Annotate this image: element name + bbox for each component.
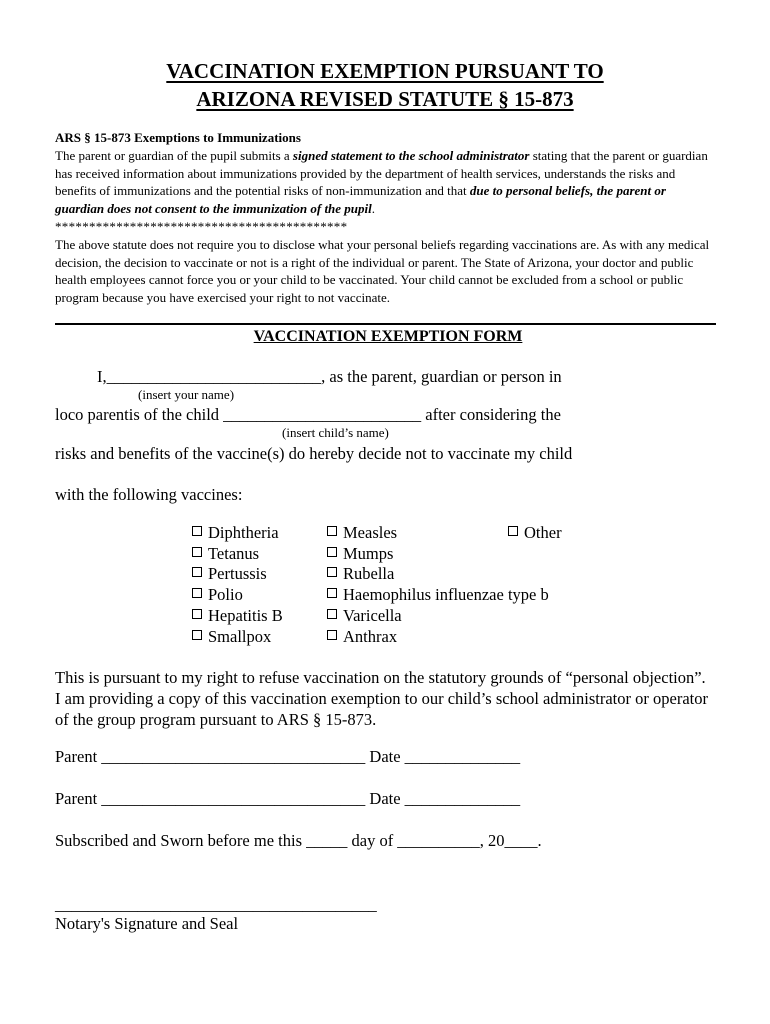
checkbox-icon[interactable] [327, 567, 337, 577]
vaccine-option-diphtheria[interactable]: Diphtheria [192, 523, 283, 544]
vaccine-option-pertussis[interactable]: Pertussis [192, 564, 283, 585]
statute-text [55, 147, 715, 217]
page-title-line1: VACCINATION EXEMPTION PURSUANT TO [166, 59, 604, 83]
checkbox-icon[interactable] [327, 609, 337, 619]
form-line-vaccines: with the following vaccines: [55, 485, 243, 504]
form-line-risks: risks and benefits of the vaccine(s) do hereby decide not to vaccinate my child [55, 444, 573, 463]
hint-insert-name: (insert your name) [138, 387, 235, 402]
checkbox-icon[interactable] [192, 588, 202, 598]
stars-separator: ******************************************* [55, 219, 348, 234]
checkbox-icon[interactable] [192, 609, 202, 619]
checkbox-icon[interactable] [192, 630, 202, 640]
vaccine-option-varicella[interactable]: Varicella [327, 606, 549, 627]
checkbox-icon[interactable] [192, 567, 202, 577]
vaccine-option-anthrax[interactable]: Anthrax [327, 627, 549, 648]
checkbox-icon[interactable] [192, 547, 202, 557]
statute-text-a: The parent or guardian of the pupil submits a [55, 148, 293, 163]
checkbox-icon[interactable] [327, 547, 337, 557]
checkbox-icon[interactable] [327, 630, 337, 640]
section-divider [55, 323, 716, 325]
statute-bold-a: signed statement to the school administrator [292, 148, 530, 163]
vaccine-option-hepatitis-b[interactable]: Hepatitis B [192, 606, 283, 627]
vaccine-option-haemophilus[interactable]: Haemophilus influenzae type b [327, 585, 549, 606]
closing-paragraph: This is pursuant to my right to refuse vaccination on the statutory grounds of “personal objection”. I am providing a copy of this vaccination exemption to our child’s school administrator or operator of the group program pursuant to ARS § 15-873. [55, 668, 708, 729]
parent-signature-line-2[interactable]: Parent ________________________________ Date ______________ [55, 789, 521, 808]
notary-signature-line[interactable]: _______________________________________ [55, 895, 377, 914]
vaccine-option-rubella[interactable]: Rubella [327, 564, 549, 585]
vaccine-option-smallpox[interactable]: Smallpox [192, 627, 283, 648]
vaccine-option-polio[interactable]: Polio [192, 585, 283, 606]
vaccine-option-tetanus[interactable]: Tetanus [192, 544, 283, 565]
statute-note: The above statute does not require you to disclose what your personal beliefs regarding vaccinations are. As with any medical decision, the decision to vaccinate or not is a right of the individual or parent. The State of Arizona, your doctor and public health employees cannot force you or your child to be vaccinated. Your child cannot be excluded from a school or public program because you have exercised your right to not vaccinate. [55, 237, 710, 305]
vaccine-option-mumps[interactable]: Mumps [327, 544, 549, 565]
checkbox-icon[interactable] [192, 526, 202, 536]
notary-label: Notary's Signature and Seal [55, 914, 239, 933]
vaccine-option-other[interactable]: Other [508, 523, 562, 544]
vaccine-list-col1 [192, 523, 283, 647]
statute-heading: ARS § 15-873 Exemptions to Immunizations [55, 130, 301, 145]
statute-bold-b: due to personal beliefs, the parent or guardian does not consent to the immunization of the pupil [55, 183, 666, 216]
sworn-statement-line[interactable]: Subscribed and Sworn before me this _____ day of __________, 20____. [55, 831, 542, 850]
form-line-name: I,__________________________, as the parent, guardian or person in [97, 367, 562, 386]
parent-signature-line-1[interactable]: Parent ________________________________ Date ______________ [55, 747, 521, 766]
form-line-child: loco parentis of the child ________________________ after considering the [55, 405, 561, 424]
page-title-line2: ARIZONA REVISED STATUTE § 15-873 [196, 87, 574, 111]
hint-insert-child: (insert child’s name) [282, 425, 389, 440]
statute-text-c: . [371, 200, 376, 216]
vaccine-option-measles[interactable]: Measles [327, 523, 549, 544]
form-title: VACCINATION EXEMPTION FORM [253, 328, 523, 345]
statute-text-b: stating that the parent or guardian has received information about immunizations provided by the department of health services, understands the risks and benefits of immunizations and the potential risks of non-immunization and that [55, 148, 708, 199]
checkbox-icon[interactable] [508, 526, 518, 536]
vaccine-list-col3 [508, 523, 562, 544]
checkbox-icon[interactable] [327, 588, 337, 598]
checkbox-icon[interactable] [327, 526, 337, 536]
